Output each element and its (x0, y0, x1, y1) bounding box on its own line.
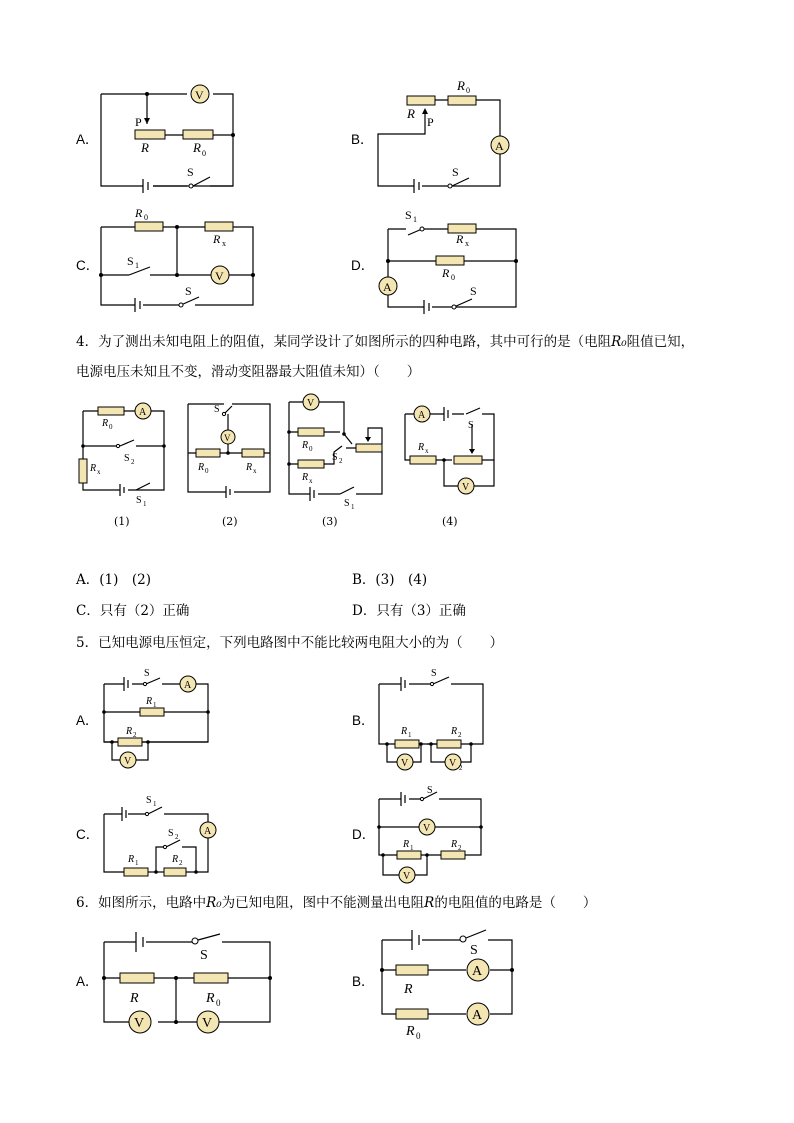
svg-text:S: S (214, 404, 220, 415)
q4-stem-text-b: 阻值已知， (626, 334, 695, 350)
svg-text:2: 2 (179, 859, 183, 867)
q4-r0-symbol: R₀ (611, 334, 627, 350)
svg-text:1: 1 (135, 859, 139, 867)
q5-option-d-label: D． (352, 827, 376, 842)
svg-text:x: x (97, 468, 101, 476)
svg-text:S: S (470, 284, 477, 298)
svg-text:R: R (135, 206, 143, 220)
circuit-q5-d (375, 785, 490, 890)
svg-text:A: A (184, 680, 192, 691)
q4-choice-b[interactable]: B．(3) (4) (352, 572, 428, 588)
q6-stem-c: 的电阻值的电路是（ ） (434, 895, 597, 911)
svg-text:S: S (344, 498, 350, 509)
svg-text:0: 0 (309, 445, 313, 453)
svg-text:V: V (134, 1016, 145, 1031)
svg-text:S: S (146, 795, 152, 806)
q4-caption-3: (3) (322, 515, 338, 528)
circuit-q4-2 (184, 400, 274, 500)
voltmeter-label: V (195, 88, 204, 102)
svg-text:A: A (418, 410, 426, 421)
svg-text:R: R (246, 462, 253, 473)
svg-text:S: S (405, 208, 412, 222)
svg-text:R: R (172, 854, 179, 865)
circuit-q5-c (100, 792, 220, 877)
svg-text:0: 0 (466, 86, 470, 95)
svg-text:S: S (200, 948, 208, 963)
circuit-q5-a (100, 662, 215, 774)
q6-stem-b: 为已知电阻，图中不能测量出电阻 (221, 895, 425, 911)
svg-text:1: 1 (410, 844, 414, 852)
svg-text:R: R (193, 140, 201, 155)
circuit-top-a (95, 78, 245, 193)
svg-text:S: S (332, 452, 338, 463)
svg-text:x: x (465, 239, 469, 248)
svg-text:V: V (202, 1016, 213, 1031)
svg-text:0: 0 (202, 149, 206, 158)
svg-text:R: R (302, 440, 309, 451)
svg-text:1: 1 (135, 261, 139, 270)
svg-text:R: R (404, 982, 413, 997)
svg-text:R: R (141, 140, 149, 155)
q5-option-b-label: B． (352, 713, 375, 728)
circuit-q6-b (378, 922, 518, 1042)
svg-text:V: V (462, 482, 470, 493)
svg-text:V: V (224, 433, 231, 443)
q6-option-b-label: B． (352, 974, 375, 989)
svg-text:1: 1 (153, 701, 157, 709)
option-d-label: D． (351, 258, 375, 273)
q4-stem-line1 (76, 333, 694, 351)
svg-text:P: P (427, 115, 434, 129)
svg-text:S: S (144, 668, 150, 679)
svg-text:1: 1 (408, 731, 412, 739)
option-a-label: A． (76, 132, 99, 147)
svg-text:R: R (451, 726, 458, 737)
svg-text:V: V (401, 758, 409, 769)
svg-text:A: A (139, 407, 147, 418)
svg-text:R: R (456, 232, 464, 246)
svg-text:P: P (135, 115, 142, 129)
circuit-q4-3 (284, 392, 384, 510)
q4-choice-d[interactable]: D．只有（3）正确 (352, 603, 466, 619)
svg-text:V: V (215, 269, 224, 283)
svg-text:1: 1 (351, 503, 355, 511)
svg-text:0: 0 (451, 273, 455, 282)
svg-text:R: R (128, 854, 135, 865)
q4-stem-line2: 电源电压未知且不变，滑动变阻器最大阻值未知）（ ） (76, 364, 421, 380)
q6-r0-symbol: R₀ (206, 895, 222, 911)
svg-text:A: A (472, 964, 483, 979)
svg-text:0: 0 (416, 1031, 421, 1041)
circuit-top-c (95, 205, 260, 317)
circuit-top-d (372, 205, 522, 317)
svg-text:A: A (204, 826, 212, 837)
svg-text:S: S (468, 420, 474, 431)
svg-text:V: V (423, 823, 431, 834)
svg-text:A: A (472, 1008, 483, 1023)
svg-text:S: S (187, 165, 194, 179)
svg-text:x: x (425, 447, 429, 455)
svg-text:2: 2 (339, 457, 343, 465)
q6-option-a-label: A． (76, 974, 99, 989)
svg-text:R: R (198, 462, 205, 473)
q4-caption-4: (4) (442, 515, 458, 528)
svg-text:2: 2 (458, 844, 462, 852)
svg-text:S: S (124, 453, 130, 464)
svg-text:S: S (427, 785, 433, 796)
option-c-label: C． (76, 258, 100, 273)
q5-option-a-label: A． (76, 713, 99, 728)
svg-text:R: R (407, 106, 415, 121)
svg-text:S: S (185, 284, 192, 298)
q4-choice-a[interactable]: A．(1) (2) (76, 572, 151, 588)
svg-text:A: A (495, 139, 504, 153)
svg-text:2: 2 (458, 731, 462, 739)
svg-text:S: S (452, 165, 459, 179)
svg-text:1: 1 (153, 800, 157, 808)
svg-text:R: R (102, 418, 109, 429)
svg-text:0: 0 (216, 998, 221, 1008)
q4-choice-c[interactable]: C．只有（2）正确 (76, 603, 190, 619)
svg-text:0: 0 (205, 467, 209, 475)
svg-text:R: R (442, 266, 450, 280)
svg-text:R: R (401, 726, 408, 737)
q6-stem-a: 6．如图所示，电路中 (76, 895, 207, 911)
circuit-q6-a (100, 928, 275, 1038)
option-b-label: B． (351, 132, 374, 147)
svg-text:2: 2 (175, 833, 179, 841)
svg-text:R: R (146, 696, 153, 707)
svg-text:2: 2 (133, 731, 137, 739)
svg-text:R: R (451, 839, 458, 850)
svg-text:1: 1 (413, 215, 417, 224)
q6-r-symbol: R (424, 895, 435, 911)
q4-caption-2: (2) (222, 515, 238, 528)
svg-text:1: 1 (143, 500, 147, 508)
svg-text:R: R (206, 991, 215, 1006)
svg-text:0: 0 (144, 213, 148, 222)
circuit-q4-4 (402, 402, 497, 500)
circuit-top-b (370, 78, 510, 193)
svg-text:R: R (130, 991, 139, 1006)
svg-text:A: A (383, 280, 392, 294)
svg-text:R: R (213, 232, 221, 246)
svg-text:2: 2 (459, 764, 463, 772)
q4-caption-1: (1) (114, 515, 130, 528)
q4-stem-text: 4．为了测出未知电阻上的阻值，某同学设计了如图所示的四种电路，其中可行的是（电阻 (76, 334, 612, 350)
svg-text:S: S (168, 828, 174, 839)
svg-text:V: V (307, 398, 315, 409)
q5-option-c-label: C． (76, 827, 100, 842)
svg-text:R: R (418, 442, 425, 453)
circuit-q4-1 (78, 398, 168, 506)
svg-text:0: 0 (109, 423, 113, 431)
svg-text:2: 2 (131, 458, 135, 466)
svg-text:V: V (403, 871, 411, 882)
svg-text:R: R (126, 726, 133, 737)
svg-text:x: x (222, 239, 226, 248)
svg-text:x: x (309, 477, 313, 485)
svg-text:V: V (124, 756, 132, 767)
svg-text:R: R (403, 839, 410, 850)
svg-text:V: V (449, 758, 457, 769)
svg-text:R: R (90, 463, 97, 474)
q6-stem (76, 894, 596, 912)
q5-stem: 5．已知电源电压恒定，下列电路图中不能比较两电阻大小的为（ ） (76, 635, 504, 651)
svg-text:S: S (470, 943, 478, 958)
svg-text:R: R (406, 1024, 415, 1039)
svg-text:x: x (253, 467, 257, 475)
svg-text:S: S (431, 668, 437, 679)
svg-text:S: S (127, 254, 134, 268)
circuit-q5-b (375, 670, 490, 775)
svg-text:R: R (457, 78, 465, 93)
svg-text:R: R (302, 472, 309, 483)
svg-text:S: S (136, 495, 142, 506)
